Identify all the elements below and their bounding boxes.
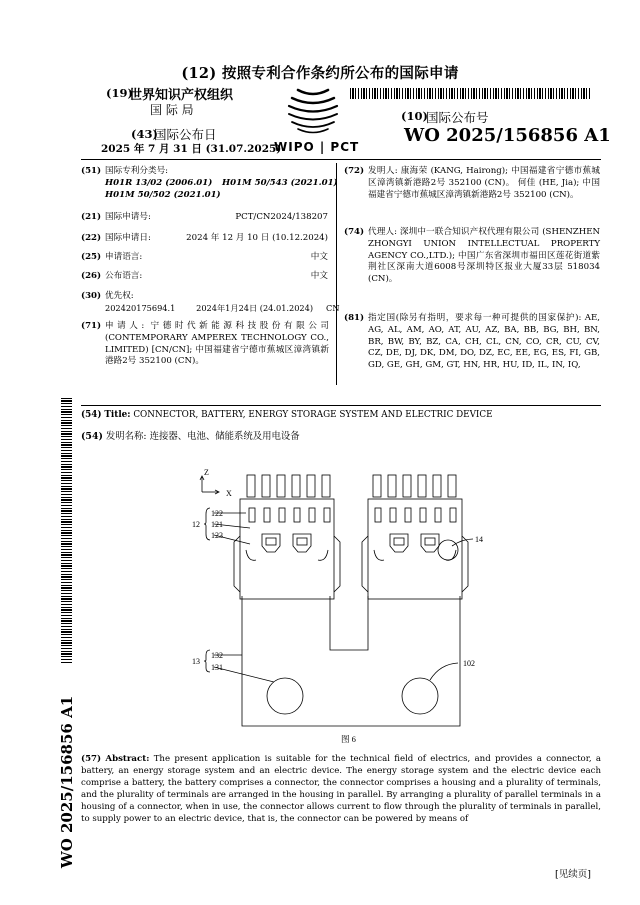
pubno-value: WO 2025/156856 A1 <box>404 125 611 146</box>
label-122: 122 <box>211 509 223 518</box>
field-26-label: 公布语言: <box>105 271 143 281</box>
axis-x-label: X <box>226 489 232 498</box>
pubno-label: 国际公布号 <box>426 110 489 125</box>
field-25 <box>81 252 142 264</box>
left-terminal-row <box>247 475 330 522</box>
application-number: PCT/CN2024/138207 <box>235 212 328 222</box>
field-30-label: 优先权: <box>105 291 134 301</box>
field-74-code: (74) <box>344 227 365 237</box>
applicant-text: 申请人: 宁德时代新能源科技股份有限公司 (CONTEMPORARY AMPEREX TECHNOLOGY CO., LIMITED) [CN/CN]; 中国福建省宁德市蕉城区漳湾镇新港路2号 352100 (CN)。 <box>105 321 329 367</box>
title-en-label: Title: <box>104 410 131 420</box>
label-132: 132 <box>211 651 223 660</box>
field-22-code: (22) <box>81 233 102 243</box>
label-131: 131 <box>211 663 223 672</box>
abstract-label: Abstract: <box>105 754 150 764</box>
barcode-top <box>350 88 590 99</box>
field-71-code: (71) <box>81 321 102 331</box>
abstract-code: (57) <box>81 754 102 764</box>
field-25-code: (25) <box>81 252 102 262</box>
side-publication-number: WO 2025/156856 A1 <box>58 695 76 869</box>
field-22-label: 国际申请日: <box>105 233 151 243</box>
field-22 <box>81 233 151 245</box>
wipo-wordmark: WIPO | PCT <box>274 140 360 154</box>
field-21-label: 国际申请号: <box>105 212 151 222</box>
title-en-row <box>81 410 493 422</box>
filing-date: 2024 年 12 月 10 日 (10.12.2024) <box>186 233 328 243</box>
field-71 <box>81 321 329 368</box>
field-81 <box>344 313 600 385</box>
field-74 <box>344 227 600 299</box>
label-123: 123 <box>211 531 223 540</box>
field-51 <box>81 166 331 178</box>
continued-note: [见续页] <box>555 869 591 880</box>
title-zh-code: (54) <box>81 431 103 442</box>
figure-caption: 图 6 <box>341 734 356 744</box>
left-base-hole <box>267 678 303 714</box>
title-en-code: (54) <box>81 410 102 420</box>
title-divider <box>81 405 601 406</box>
abstract <box>81 754 601 825</box>
designated-states-text: 指定国(除另有指明，要求每一种可提供的国家保护): AE, AG, AL, AM, AO, AT, AU, AZ, BA, BB, BG, BH, BN, BR, BW, BY, BZ, CA, CH, CL, CN, CO, CR, CU, CV, CZ, DE, DJ, DK, DM, DO, DZ, EC, EE, EG, ES, FI, GB, GD, GE, GH, GM, GT, HN, HR, HU, ID, IL, IN, IQ, <box>368 313 600 371</box>
label-12: 12 <box>192 520 200 529</box>
label-14: 14 <box>475 535 483 544</box>
ipc-class-3: H01M 50/502 (2021.01) <box>105 190 221 200</box>
barcode-side <box>61 398 72 664</box>
publication-language: 中文 <box>310 271 328 281</box>
pubno-code: (10) <box>401 109 428 123</box>
title-en-text: CONNECTOR, BATTERY, ENERGY STORAGE SYSTEM AND ELECTRIC DEVICE <box>133 410 493 420</box>
document-type-heading: (12) 按照专利合作条约所公布的国际申请 <box>181 65 459 82</box>
field-25-label: 申请语言: <box>105 252 143 262</box>
agent-text: 代理人: 深圳中一联合知识产权代理有限公司 (SHENZHEN ZHONGYI UNION INTELLECTUAL PROPERTY AGENCY CO.,LTD.); 中国广东省深圳市福田区莲花街道紫荆社区深南大道6008号深圳特区报业大厦33层 518034 (CN)。 <box>368 227 600 285</box>
title-zh-row <box>81 431 300 443</box>
label-13: 13 <box>192 657 200 666</box>
field-30-code: (30) <box>81 291 102 301</box>
abstract-text: The present application is suitable for the technical field of electrics, and provides a connector, a battery, an energy storage system and an electric device. The energy storage system and the electric device each comprise a battery, the battery comprises a connector, the connector comprises a housing and a plurality of terminals, and the plurality of terminals are arranged in the housing in parallel. By arranging a plurality of parallel terminals in a housing of a connector, when in use, the connector allows current to flow through the plurality of terminals in parallel, to supply power to an electric device, that is, the connector can be powered by means of <box>81 754 602 824</box>
pubdate-code: (43) <box>131 127 158 141</box>
field-51-label: 国际专利分类号: <box>105 166 169 176</box>
pubdate-value: 2025 年 7 月 31 日 (31.07.2025) <box>101 143 282 155</box>
inventor-text: 发明人: 康海荣 (KANG, Hairong); 中国福建省宁德市蕉城区漳湾镇新港路2号 352100 (CN)。 何佳 (HE, Jia); 中国福建省宁德市蕉城区漳湾镇新港路2号 352100 (CN)。 <box>368 166 600 200</box>
ipc-class-2: H01M 50/543 (2021.01) <box>222 178 338 188</box>
field-72 <box>344 166 600 226</box>
right-mounting-hole <box>438 540 458 560</box>
header-divider <box>81 159 601 160</box>
field-30 <box>81 291 134 303</box>
axis-z-label: Z <box>204 468 209 477</box>
field-81-code: (81) <box>344 313 365 323</box>
label-121: 121 <box>211 520 223 529</box>
right-terminal-row <box>373 475 456 522</box>
org-code: (19) <box>106 86 133 100</box>
column-divider <box>336 163 337 385</box>
filing-language: 中文 <box>310 252 328 262</box>
field-21 <box>81 212 151 224</box>
org-name-line1: 世界知识产权组织 <box>129 88 234 103</box>
connector-figure <box>180 462 500 748</box>
title-zh-label: 发明名称: <box>105 431 147 442</box>
ipc-class-1: H01R 13/02 (2006.01) <box>105 178 213 188</box>
field-26 <box>81 271 142 283</box>
field-51-code: (51) <box>81 166 102 176</box>
pubdate-label: 国际公布日 <box>154 127 217 142</box>
label-102: 102 <box>463 659 475 668</box>
org-name-line2: 国 际 局 <box>150 103 194 117</box>
field-26-code: (26) <box>81 271 102 281</box>
title-zh-text: 连接器、电池、储能系统及用电设备 <box>149 431 300 442</box>
priority-data: 202420175694.1 2024年1月24日 (24.01.2024) CN <box>105 303 340 313</box>
field-21-code: (21) <box>81 212 102 222</box>
right-base-hole <box>402 678 438 714</box>
field-72-code: (72) <box>344 166 365 176</box>
